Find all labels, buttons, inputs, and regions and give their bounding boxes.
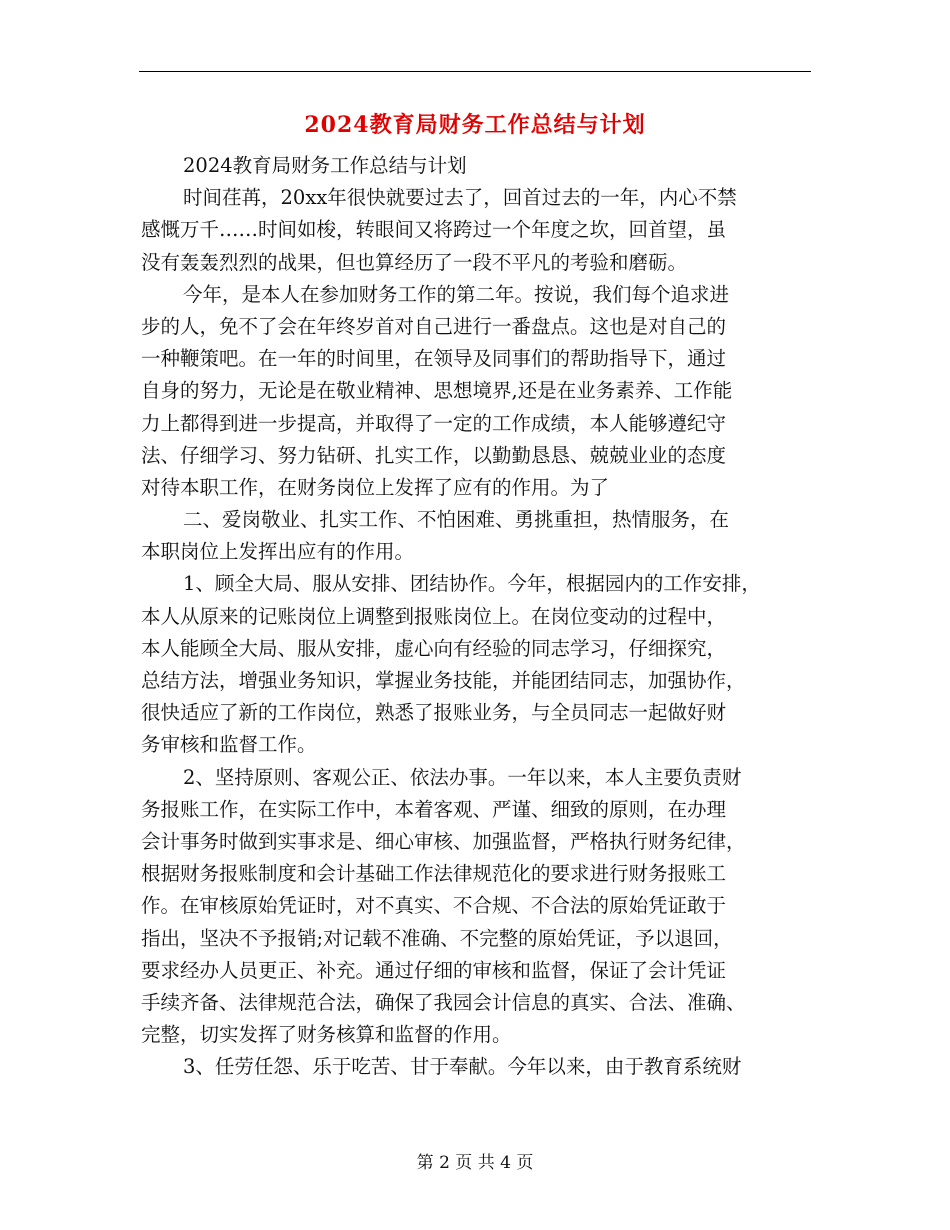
text-line: 2、坚持原则、客观公正、依法办事。一年以来，本人主要负责财 xyxy=(183,765,742,789)
text-line: 本人能顾全大局、服从安排，虚心向有经验的同志学习，仔细探究， xyxy=(141,636,727,660)
document-body xyxy=(141,150,817,1083)
text-line: 完整，切实发挥了财务核算和监督的作用。 xyxy=(141,1023,512,1047)
page-footer: 第 2 页 共 4 页 xyxy=(416,1153,534,1173)
text-line: 二、爱岗敬业、扎实工作、不怕困难、勇挑重担，热情服务，在 xyxy=(183,508,730,532)
text-line: 没有轰轰烈烈的战果，但也算经历了一段不平凡的考验和磨砺。 xyxy=(141,250,688,274)
text-line: 2024教育局财务工作总结与计划 xyxy=(183,154,467,177)
text-line: 要求经办人员更正、补充。通过仔细的审核和监督，保证了会计凭证 xyxy=(141,958,727,982)
text-line: 作。在审核原始凭证时，对不真实、不合规、不合法的原始凭证敢于 xyxy=(141,894,727,918)
text-line: 步的人，免不了会在年终岁首对自己进行一番盘点。这也是对自己的 xyxy=(141,314,727,338)
text-line: 务报账工作，在实际工作中，本着客观、严谨、细致的原则，在办理 xyxy=(141,797,727,821)
text-line: 务审核和监督工作。 xyxy=(141,733,317,757)
text-line: 手续齐备、法律规范合法，确保了我园会计信息的真实、合法、准确、 xyxy=(141,990,746,1014)
text-line: 自身的努力，无论是在敬业精神、思想境界,还是在业务素养、工作能 xyxy=(141,379,733,403)
text-line: 感慨万千……时间如梭，转眼间又将跨过一个年度之坎，回首望，虽 xyxy=(141,218,727,242)
text-line: 时间荏苒，20xx年很快就要过去了，回首过去的一年，内心不禁 xyxy=(183,186,737,210)
text-line: 1、顾全大局、服从安排、团结协作。今年，根据园内的工作安排， xyxy=(183,572,761,596)
header-rule xyxy=(139,71,811,72)
text-line: 本人从原来的记账岗位上调整到报账岗位上。在岗位变动的过程中， xyxy=(141,604,727,628)
document-title: 2024教育局财务工作总结与计划 xyxy=(304,112,646,138)
text-line: 指出，坚决不予报销;对记载不准确、不完整的原始凭证，予以退回， xyxy=(141,926,733,950)
text-line: 对待本职工作，在财务岗位上发挥了应有的作用。为了 xyxy=(141,475,610,499)
text-line: 很快适应了新的工作岗位，熟悉了报账业务，与全员同志一起做好财 xyxy=(141,701,727,725)
text-line: 总结方法，增强业务知识，掌握业务技能，并能团结同志，加强协作， xyxy=(141,669,746,692)
text-line: 会计事务时做到实事求是、细心审核、加强监督，严格执行财务纪律， xyxy=(141,829,746,853)
text-line: 今年，是本人在参加财务工作的第二年。按说，我们每个追求进 xyxy=(183,282,730,306)
text-line: 力上都得到进一步提高，并取得了一定的工作成绩，本人能够遵纪守 xyxy=(141,411,727,435)
text-line: 根据财务报账制度和会计基础工作法律规范化的要求进行财务报账工 xyxy=(141,862,727,886)
text-line: 3、任劳任怨、乐于吃苦、甘于奉献。今年以来，由于教育系统财 xyxy=(183,1055,742,1079)
text-line: 一种鞭策吧。在一年的时间里，在领导及同事们的帮助指导下，通过 xyxy=(141,347,727,371)
text-line: 法、仔细学习、努力钻研、扎实工作，以勤勤恳恳、兢兢业业的态度 xyxy=(141,443,727,467)
text-line: 本职岗位上发挥出应有的作用。 xyxy=(141,540,415,564)
